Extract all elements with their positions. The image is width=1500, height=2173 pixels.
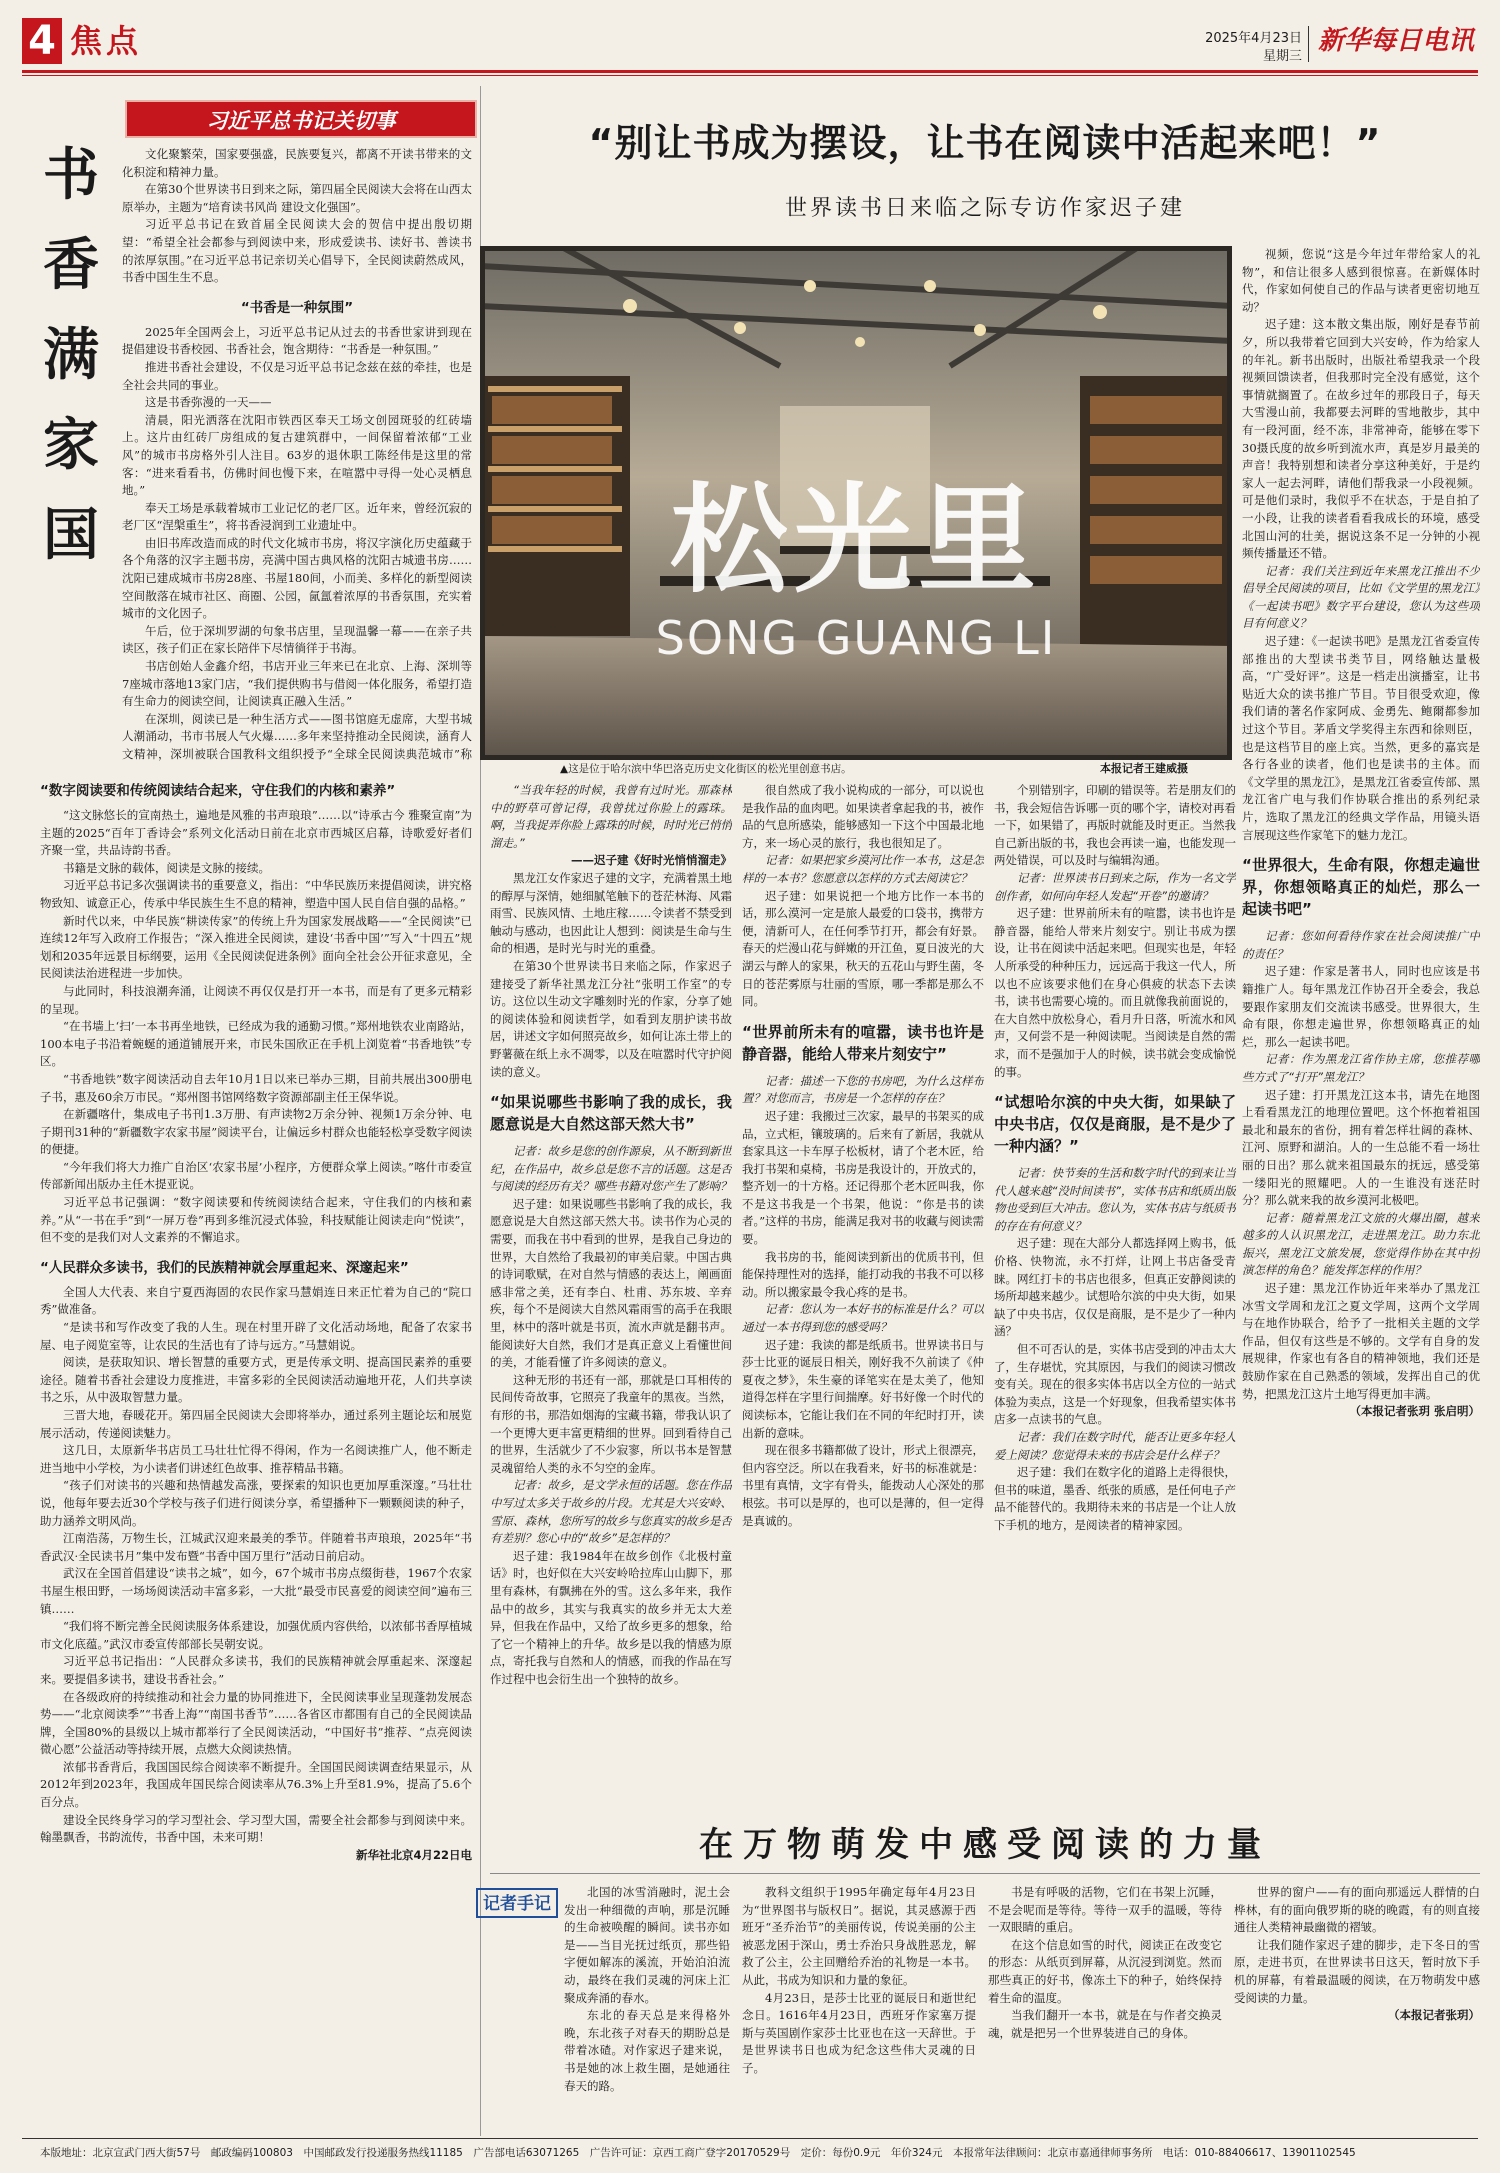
paragraph: “是读书和写作改变了我的人生。现在村里开辟了文化活动场地，配备了农家书屋、电子阅览室等，让农民的生活也有了诗与远方。”马慧娟说。	[40, 1320, 472, 1352]
paragraph: “今年我们将大力推广自治区‘农家书屋’小程序，方便群众掌上阅读。”喀什市委宣传部新闻出版办主任木提亚说。	[40, 1159, 472, 1192]
photo-caption: ▲这是位于哈尔滨中华巴洛克历史文化街区的松光里创意书店。	[560, 763, 852, 775]
paragraph: 奉天工场是承载着城市工业记忆的老厂区。近年来，曾经沉寂的老厂区“涅槃重生”，将书香浸润到工业遗址中。	[122, 500, 472, 533]
interview-answer: 迟子建：我1984年在故乡创作《北极村童话》时，也好似在大兴安岭哈拉库山山脚下，那里有森林，有飘拂在外的雪。这么多年来，我作品中的故乡，其实与我真实的故乡并无太大差异，但我在作品中，又给了故乡更多的想象，给了它一个精神上的升华。故乡是以我的情感为原点，寄托我与自然和人的情感，而我的作品在写作过程中也会衍生出一个独特的故乡。	[490, 1548, 732, 1686]
paragraph: 由旧书库改造而成的时代文化城市书房，将汉字演化历史蕴藏于各个角落的汉字主题书房，亮满中国古典风格的沈阳古城遗书房……沈阳已建成城市书房28座、书屋180间，小而美、多样化的新型阅读空间散落在城市社区、商圈、公园，氤氲着浓厚的书香氛围，充实着城市的文化因子。	[122, 535, 472, 621]
main-headline: “别让书成为摆设，让书在阅读中活起来吧！”	[588, 121, 1382, 165]
interview-answer: 迟子建：我读的都是纸质书。世界读书日与莎士比亚的诞辰日相关，刚好我不久前读了《仲夏夜之梦》，朱生豪的译笔实在是太美了，他知道得怎样在字里行间揣摩。好书好像一个时代的阅读标本，它能让我们在不同的年纪时打开，读出新的意味。	[742, 1337, 984, 1440]
interview-column-2	[742, 782, 984, 1806]
paragraph: 2025年全国两会上，习近平总书记从过去的书香世家讲到现在提倡建设书香校园、书香社会，饱含期待：“书香是一种氛围。”	[122, 324, 472, 357]
intro-paragraph: 习近平总书记在致首届全民阅读大会的贺信中提出殷切期望：“希望全社会都参与到阅读中来，形成爱读书、读好书、善读书的浓厚氛围。”在习近平总书记亲切关心倡导下，全民阅读蔚然成风，书香中国生生不息。	[122, 217, 472, 285]
notes-paragraph: 4月23日，是莎士比亚的诞辰日和逝世纪念日。1616年4月23日，西班牙作家塞万提斯与英国剧作家莎士比亚也在这一天辞世。于是世界读书日也成为纪念这些伟大灵魂的日子。	[742, 1990, 976, 2075]
interview-question: 记者：我们关注到近年来黑龙江推出不少倡导全民阅读的项目，比如《文学里的黑龙江》《一起读书吧》数字平台建设，您认为这些项目有何意义？	[1242, 563, 1480, 631]
photo-credit: 本报记者王建威摄	[1100, 762, 1188, 775]
interview-answer: 迟子建：《一起读书吧》是黑龙江省委宣传部推出的大型读书类节目，网络触达量极高，“广受好评”。这是一档走出演播室，让书贴近大众的读书推广节目。节目很受欢迎，像我们请的著名作家阿成、金勇先、鲍爾都参加过这个节目。茅盾文学奖得主东西和徐则臣，也是这档节目的座上宾。当然，更多的嘉宾是各行各业的读者，他们也是读书的主体。而《文学里的黑龙江》，是黑龙江省委宣传部、黑龙江省广电与我们作协联合推出的系列纪录片，选取了黑龙江的经典文学作品，用镜头语言展现这些作家笔下的魅力龙江。	[1242, 634, 1480, 842]
header-divider	[1308, 26, 1309, 62]
paragraph: 习近平总书记强调：“数字阅读要和传统阅读结合起来，守住我们的内核和素养。”从“一书在手”到“一屏万卷”再到多维沉浸式体验，科技赋能让阅读走向“悦读”，但不变的是我们对人文素养的不懈追求。	[40, 1195, 472, 1245]
notes-paragraph: 当我们翻开一本书，就是在与作者交换灵魂，就是把另一个世界装进自己的身体。	[988, 2008, 1222, 2040]
header-rule	[22, 70, 1478, 73]
main-subheadline: 世界读书日来临之际专访作家迟子建	[784, 196, 1185, 221]
left-article-top	[122, 146, 472, 764]
store-sign-english: SONG GUANG LI	[655, 611, 1057, 665]
paragraph: 三晋大地，春暖花开。第四届全民阅读大会即将举办，通过系列主题论坛和展览展示活动，传递阅读魅力。	[40, 1408, 472, 1440]
reporter-notes-badge: 记者手记	[476, 1888, 558, 1918]
paragraph: 午后，位于深圳罗湖的句象书店里，呈现温馨一幕——在亲子共读区，孩子们正在家长陪伴下尽情徜徉于书海。	[122, 623, 472, 656]
paragraph: 在深圳，阅读已是一种生活方式——图书馆庭无虚席，大型书城人潮涌动，书市书展人气火爆……多年来坚持推动全民阅读，涵育人文精神，深圳被联合国教科文组织授予“全球全民阅读典范城市”称	[122, 711, 472, 761]
title-glyph: 家	[43, 412, 99, 478]
notes-paragraph: 北国的冰雪消融时，泥土会发出一种细微的声响，那是沉睡的生命被唤醒的瞬间。读书亦如是——当目光抚过纸页，那些铅字便如解冻的溪流，开始泊泊流动，最终在我们灵魂的河床上汇聚成奔涌的春水。	[564, 1885, 730, 2005]
interview-answer: 迟子建：作家是著书人，同时也应该是书籍推广人。每年黑龙江作协召开全委会，我总要跟作家朋友们交流读书感受。世界很大，生命有限，你想走遍世界，你想领略真正的灿烂，那么一起读书吧。	[1242, 964, 1480, 1049]
bottom-column-3	[988, 1884, 1222, 2134]
paragraph: 习近平总书记多次强调读书的重要意义，指出：“中华民族历来提倡阅读，讲究格物致知、诚意正心，传承中华民族生生不息的精神，塑造中国人民自信自强的品格。”	[40, 878, 472, 910]
interview-subheading: “如果说哪些书影响了我的成长，我愿意说是大自然这部天然大书”	[490, 1093, 732, 1134]
interview-subheading: “试想哈尔滨的中央大街，如果缺了中央书店，仅仅是商服，是不是少了一种内涵？”	[994, 1093, 1236, 1156]
store-sign-chinese: 松光里	[669, 471, 1043, 609]
source-line: （本报记者张玥 张启明）	[1349, 1404, 1480, 1419]
notes-paragraph: 世界的窗户——有的面向那遥远人群情的白桦林，有的面向俄罗斯的晓的晚霞，有的则直接通往人类精神最幽微的褶皱。	[1234, 1885, 1480, 1935]
paragraph: 个别错别字，印刷的错误等。若是朋友们的书，我会短信告诉哪一页的哪个字，请校对再看一下，如果错了，再版时就能及时更正。当然我自己新出版的书，我也会再读一遍，也能发现一两处错误，可以及时与编辑沟通。	[994, 783, 1236, 868]
paragraph: 很自然成了我小说构成的一部分，可以说也是我作品的血肉吧。如果读者拿起我的书，被作品的气息所感染，能够感知一下这个中国最北地方，来一场心灵的旅行，我也很知足了。	[742, 783, 984, 850]
notes-paragraph: 在这个信息如雪的时代，阅读正在改变它的形态：从纸页到屏幕，从沉浸到浏览。然而那些真正的好书，像冻土下的种子，始终保持着生命的温度。	[988, 1937, 1222, 2005]
weekday-text: 星期三	[1262, 49, 1302, 64]
bottom-column-1	[564, 1884, 730, 2134]
title-glyph: 香	[43, 232, 99, 298]
left-article-title	[40, 130, 102, 580]
title-glyph: 满	[43, 322, 99, 388]
paragraph: “我们将不断完善全民阅读服务体系建设，加强优质内容供给，以浓郁书香厚植城市文化底蕴。”武汉市委宣传部部长吴朝安说。	[40, 1619, 472, 1651]
interview-question: 记者：世界读书日到来之际，作为一名文学创作者，如何向年轻人发起“开卷”的邀请？	[994, 870, 1236, 903]
interview-answer: 迟子建：如果说哪些书影响了我的成长，我愿意说是大自然这部天然大书。读书作为心灵的需要，而我在书中看到的世界，是我自己身边的世界，大自然给了我最初的审美启蒙。中国古典的诗词歌赋，在对自然与情感的表达上，阐画面感非常之美，还有李白、杜甫、苏东坡、辛弃疾，每个不是阅读大自然风霜雨雪的高手在我眼里，林中的落叶就是书页，流水声就是翻书声。能阅读好大自然，我们才是真正意义上看懂世间的美，才能看懂了许多阅读的意义。	[490, 1196, 732, 1370]
paragraph: “孩子们对读书的兴趣和热情越发高涨，要探索的知识也更加厚重深邃。”马壮壮说，他每年要去近30个学校与孩子们进行阅读分享，希望播种下一颗颗阅读的种子，助力涵养文明风尚。	[40, 1478, 472, 1528]
footer-imprint: 本版地址：北京宣武门西大街57号 邮政编码100803 中国邮政发行投递服务热线11185 广告部电话63071265 广告许可证：京西工商广登字20170529号 定价：每份0.9元 年价324元 本报常年法律顾问：北京市嘉通律师事务所 电话：010-88406617、13901102545	[40, 2147, 1356, 2159]
notes-paragraph: 东北的春天总是来得格外晚，东北孩子对春天的期盼总是带着冰碴。对作家迟子建来说，书是她的冰上救生圈，是她通往春天的路。	[564, 2008, 730, 2093]
section-heading-3: “人民群众多读书，我们的民族精神就会厚重起来、深邃起来”	[40, 1259, 409, 1276]
interview-answer: 迟子建：我们在数字化的道路上走得很快，但书的味道，墨香、纸张的质感，是任何电子产品不能替代的。我期待未来的书店是一个让人放下手机的地方，是阅读者的精神家园。	[994, 1465, 1236, 1532]
interview-answer: 我书房的书，能阅读到新出的优质书刊，但能保持理性对的选择，能打动我的书我不可以移动。所以搬家最令我心疼的是书。	[742, 1249, 984, 1299]
interview-answer: 视频，您说“这是今年过年带给家人的礼物”，和信让很多人感到很惊喜。在新媒体时代，作家如何使自己的作品与读者更密切地互动？	[1242, 247, 1480, 314]
interview-answer: 迟子建：现在大部分人都选择网上购书，低价格、快物流，永不打烊，让网上书店备受青睐。网红打卡的书店也很多，但真正安静阅读的场所却越来越少。试想哈尔滨的中央大街，如果缺了中央书店，仅仅是商服，是不是少了一种内涵？	[994, 1236, 1236, 1339]
interview-answer: 迟子建：世界前所未有的喧嚣，读书也许是静音器，能给人带来片刻安宁。别让书成为摆设，让书在阅读中活起来吧。但现实也是，年轻人所承受的种种压力，远远高于我这一代人，所以也不应该要求他们在身心俱疲的状态下去读书，读书也需要心境的。而且就像我前面说的，在大自然中放松身心，看月升日落，听流水和风声，又何尝不是一种阅读呢。当阅读是自然的需求，而不是强加于人的时候，读书就会变成愉悦的事。	[994, 906, 1236, 1079]
footer-rule	[22, 2138, 1478, 2139]
interview-column-1	[490, 782, 732, 1806]
paragraph: 建设全民终身学习的学习型社会、学习型大国，需要全社会都参与到阅读中来。翰墨飘香，书韵流传，书香中国，未来可期！	[40, 1812, 472, 1845]
paragraph: 浓郁书香背后，我国国民综合阅读率不断提升。全国国民阅读调查结果显示，从2012年到2023年，我国成年国民综合阅读率从76.3%上升至81.9%，提高了5.6个百分点。	[40, 1759, 472, 1810]
interview-question: 记者：快节奏的生活和数字时代的到来让当代人越来越“没时间读书”，实体书店和纸质出版物也受到巨大冲击。您认为，实体书店与纸质书的存在有何意义？	[994, 1166, 1236, 1233]
column-banner: 习近平总书记关切事	[125, 100, 477, 138]
dateline: 新华社北京4月22日电	[355, 1847, 472, 1862]
interview-question: 记者：我们在数字时代，能否让更多年轻人爱上阅读？您觉得未来的书店会是什么样子？	[994, 1430, 1236, 1462]
paragraph: “书香地铁”数字阅读活动自去年10月1日以来已举办三期，目前共展出300册电子书，惠及60余万市民。“郑州图书馆网络数字资源部副主任王保华说。	[40, 1071, 472, 1104]
paragraph: 书籍是文脉的载体，阅读是文脉的接续。	[63, 860, 270, 875]
interview-answer: 这种无形的书还有一部，那就是口耳相传的民间传奇故事，它照亮了我童年的黑夜。当然，有形的书，那浩如烟海的宝藏书籍，带我认识了一个更博大更丰富更精细的世界。回到看待自己的世界，生活就少了不少寂寥，所以书本是智慧灵魂留给人类的永不匀空的金库。	[490, 1372, 732, 1475]
paragraph: “在书墙上‘扫’一本书再坐地铁，已经成为我的通勤习惯。”郑州地铁农业南路站，100本电子书沿着蜿蜒的通道铺展开来，市民朱国欣正在手机上浏览着“书香地铁”专区。	[40, 1019, 472, 1069]
paragraph: 清晨，阳光洒落在沈阳市铁西区奉天工场文创园斑驳的红砖墙上。这片由红砖厂房组成的复古建筑群中，一间保留着浓郁“工业风”的城市书房格外引人注目。63岁的退休职工陈经伟是这里的常客：“进来看看书，仿佛时间也慢下来，在喧嚣中寻得一处心灵栖息地。”	[122, 412, 472, 498]
paragraph: 新时代以来，中华民族“耕读传家”的传统上升为国家发展战略——“全民阅读”已连续12年写入政府工作报告；“深入推进全民阅读，建设‘书香中国’”写入“十四五”规划和2035年远景目标纲要，运用《全民阅读促进条例》面向全社会公开征求意见，全民阅读法治进程进一步加快。	[40, 913, 472, 981]
bookstore-photo	[480, 246, 1232, 760]
interview-answer: 迟子建：我搬过三次家，最早的书架买的成品，立式柜，镶玻璃的。后来有了新居，我就从套家具这一卡车厚子松板材，请了个老木匠，给我打书架和桌椅，书房是我设计的，开放式的，整齐划一的十方格。还记得那个老木匠叫我，你不是这书我是一个书架，他说：“你是书的读者。”这样的书房，能满足我对书的收藏与阅读需要。	[742, 1108, 984, 1247]
interview-question: “当我年轻的时候，我曾有过时光。那森林中的野草可曾记得，我曾扰过你脸上的露珠。啊，当我捉弄你脸上露珠的时候，时时光已悄悄溜走。”	[490, 783, 732, 850]
notes-paragraph: 让我们随作家迟子建的脚步，走下冬日的雪原，走进书页，在世界读书日这天，暂时放下手机的屏幕，有着最温暖的阅读，在万物萌发中感受阅读的力量。	[1234, 1937, 1480, 2005]
left-article-bottom	[40, 770, 472, 2132]
intro-paragraph: 文化聚繁荣，国家要强盛，民族要复兴，都离不开读书带来的文化积淀和精神力量。	[122, 147, 472, 179]
newspaper-logo: 新华每日电讯	[1318, 26, 1475, 56]
paragraph: 在新疆喀什，集成电子书刊1.3万册、有声读物2万余分钟、视频1万余分钟、电子期刊31种的“新疆数字农家书屋”阅读平台，让偏远乡村群众也能轻松享受数字阅读的便捷。	[40, 1107, 472, 1157]
interview-answer: 迟子建：打开黑龙江这本书，请先在地图上看看黑龙江的地理位置吧。这个怀抱着祖国最北和最东的省份，拥有着怎样壮阔的森林、江河、原野和湖泊。人的一生总能不看一场壮丽的日出？那么就来祖国最东的抚远，感受第一缕阳光的照耀吧。人的一生谁没有迷茫时分？那么就来我的故乡漠河北极吧。	[1242, 1087, 1480, 1208]
page-number: 4	[22, 18, 62, 64]
title-glyph: 国	[43, 502, 99, 568]
interview-question: 记者：您认为一本好书的标准是什么？可以通过一本书得到您的感受吗？	[742, 1302, 984, 1335]
interview-column-4	[1242, 246, 1480, 1806]
bottom-headline: 在万物萌发中感受阅读的力量	[699, 1825, 1271, 1865]
date-text: 2025年4月23日	[1205, 31, 1302, 46]
interview-subheading: “世界很大，生命有限，你想走遍世界，你想领略真正的灿烂，那么一起读书吧”	[1242, 856, 1480, 919]
bottom-rule	[490, 1873, 1480, 1874]
interview-question: 记者：随着黑龙江文旅的火爆出圈，越来越多的人认识黑龙江，走进黑龙江。助力东北振兴，黑龙江文旅发展，您觉得作协在其中扮演怎样的角色？能发挥怎样的作用？	[1242, 1210, 1480, 1278]
bottom-column-2	[742, 1884, 976, 2134]
paragraph: 武汉在全国首倡建设“读书之城”，如今，67个城市书房点缀街巷，1967个农家书屋生根田野，一场场阅读活动丰富多彩，一大批“最受市民喜爱的阅读空间”遍布三镇……	[40, 1566, 472, 1616]
intro-paragraph: 在第30个世界读书日到来之际，第四届全民阅读大会将在山西太原举办，主题为“培育读书风尚 建设文化强国”。	[122, 182, 472, 214]
paragraph: 推进书香社会建设，不仅是习近平总书记念兹在兹的牵挂，也是全社会共同的事业。	[122, 359, 472, 392]
bottom-column-4	[1234, 1884, 1480, 2134]
interview-question: 记者：故乡是您的创作源泉，从不断到新世纪，在作品中，故乡总是您不言的话题。这是否与阅读的经历有关？哪些书籍对您产生了影响？	[490, 1144, 732, 1194]
paragraph: 与此同时，科技浪潮奔涌，让阅读不再仅仅是打开一本书，而是有了更多元精彩的呈现。	[40, 983, 472, 1016]
notes-paragraph: 教科文组织于1995年确定每年4月23日为“世界图书与版权日”。据说，其灵感源于西班牙“圣乔治节”的美丽传说，传说美丽的公主被恶龙困于深山，勇士乔治只身战胜恶龙，解救了公主，公主回赠给乔治的礼物是一本书。从此，书成为知识和力量的象征。	[742, 1885, 976, 1987]
issue-date	[1170, 30, 1302, 66]
paragraph: 这几日，太原新华书店员工马壮壮忙得不得闲，作为一名阅读推广人，他不断走进当地中小学校，为小读者们讲述红色故事、推荐精品书籍。	[40, 1443, 472, 1475]
paragraph: 在第30个世界读书日来临之际，作家迟子建接受了新华社黑龙江分社“张明工作室”的专访。这位以生动文字雕刻时光的作家，分享了她的阅读体验和阅读哲学，如看到友朋护读书故居，讲述文字如何照亮故乡，如何让冻土带上的野薯薇在纸上永不凋零，以及在喧嚣时代守护阅读的意义。	[490, 958, 732, 1079]
bookstore-interior-image	[480, 246, 1232, 760]
paragraph: 全国人大代表、来自宁夏西海固的农民作家马慧娟连日来正忙着为自己的“院口秀”做准备。	[40, 1284, 472, 1317]
interview-answer: 迟子建：如果说把一个地方比作一本书的话，那么漠河一定是旅人最爱的口袋书，携带方便，清新可人，在任何季节打开，都会有好景。春天的烂漫山花与鲜嫩的开江鱼，夏日波光的大湖云与醉人的家果，秋天的五花山与野生菌，冬日的苍茫雾原与壮丽的雪原，哪一季都是那么不同。	[742, 888, 984, 1009]
title-glyph: 书	[43, 142, 99, 208]
interview-question: 记者：作为黑龙江省作协主席，您推荐哪些方式了“打开”黑龙江？	[1242, 1052, 1480, 1084]
header-rule-thin	[22, 75, 1478, 76]
interview-question: 记者：您如何看待作家在社会阅读推广中的责任？	[1242, 929, 1480, 961]
source-line: ——迟子建《好时光悄悄溜走》	[571, 853, 732, 868]
paragraph: 习近平总书记指出：“人民群众多读书，我们的民族精神就会厚重起来、深邃起来。要提倡多读书，建设书香社会。”	[40, 1654, 472, 1686]
paragraph: “这文脉悠长的宣南热土，遍地是风雅的书声琅琅”……以“诗承古今 雅聚宣南”为主题的2025“百年丁香诗会”系列文化活动日前在北京市西城区启幕，诗歌爱好者们齐聚一堂，共品诗韵书香。	[40, 808, 472, 858]
notes-paragraph: 书是有呼吸的活物，它们在书架上沉睡，不是会呢而是等待。等待一双手的温暖，等待一双眼睛的重启。	[988, 1885, 1222, 1935]
notes-signature: （本报记者张玥）	[1388, 2008, 1480, 2023]
paragraph: 阅读，是获取知识、增长智慧的重要方式，更是传承文明、提高国民素养的重要途径。随着书香社会建设力度推进，丰富多彩的全民阅读活动遍地开花，人们共享读书之乐，从中汲取智慧力量。	[40, 1355, 472, 1405]
interview-question: 记者：描述一下您的书房吧，为什么这样布置？对您而言，书房是一个怎样的存在？	[742, 1073, 984, 1106]
section-name: 焦点	[70, 22, 143, 60]
paragraph: 江南浩荡，万物生长，江城武汉迎来最美的季节。伴随着书声琅琅，2025年“书香武汉·全民读书月”集中发布暨“书香中国万里行”活动日前启动。	[40, 1531, 472, 1563]
interview-answer: 迟子建：黑龙江作协近年来举办了黑龙江冰雪文学周和龙江之夏文学周，这两个文学周与在地作协联合，给予了一批相关主题的文学作品，但仅有这些是不够的。文学有自身的发展规律，作家也有各自的精神领地，我们还是鼓励作家在自己熟悉的领域，发挥出自己的优势，把黑龙江这片土地写得更加丰满。	[1242, 1281, 1480, 1401]
interview-answer: 现在很多书籍都做了设计，形式上很漂亮，但内容空泛。所以在我看来，好书的标准就是：书里有真情，文字有骨头，能拨动人心深处的那根弦。书可以是厚的，也可以是薄的，但一定得是真诚的。	[742, 1443, 984, 1528]
interview-answer: 迟子建：这本散文集出版，刚好是春节前夕，所以我带着它回到大兴安岭，作为给家人的年礼。新书出版时，出版社希望我录一个段视频回馈读者，但我那时完全没有感觉，这个事情就搁置了。在故乡过年的那段日子，每天大雪漫山前，我都要去河畔的雪地散步，其中有一段河面，经不冻，非常神奇，能够在零下30摄氏度的故乡听到流水声，真是岁月最美的声音！我特别想和读者分享这种美好，于是约家人一起去河畔，请他们帮我录一小段视频。可是他们录时，我似乎不在状态，于是自拍了一小段，让我的读者看看我成长的环境，感受北国山河的壮美，据说这条不足一分钟的小视频传播量还不错。	[1242, 317, 1480, 561]
interview-question: 记者：如果把家乡漠河比作一本书，这是怎样的一本书？您愿意以怎样的方式去阅读它？	[742, 853, 984, 885]
paragraph: 在各级政府的持续推动和社会力量的协同推进下，全民阅读事业呈现蓬勃发展态势——“北京阅读季”“书香上海”“南国书香节”……各省区市都围有自己的全民阅读品牌，全国80%的县级以上城市都举行了全民阅读活动，“中国好书”推荐、“点亮阅读微心愿”公益活动等持续开展，点燃大众阅读热情。	[40, 1689, 472, 1757]
paragraph: 黑龙江女作家迟子建的文字，充满着黑土地的醇厚与深情，她细腻笔触下的苍茫林海、风霜雨雪、民族风情、土地庄稼……令读者不禁受到触动与感动，也因此让人想到：阅读是生命与生命的相遇，是时光与时光的重叠。	[490, 870, 732, 956]
interview-subheading: “世界前所未有的喧嚣，读书也许是静音器，能给人带来片刻安宁”	[742, 1022, 984, 1063]
interview-answer: 但不可否认的是，实体书店受到的冲击太大了，生存堪忧，究其原因，与我们的阅读习惯改变有关。现在的很多实体书店以全方位的一站式体验为卖点，这是一个好现象，但我希望实体书店多一点读书的气息。	[994, 1342, 1236, 1427]
section-heading-1: “书香是一种氛围”	[240, 299, 354, 316]
paragraph: 书店创始人金鑫介绍，书店开业三年来已在北京、上海、深圳等7座城市落地13家门店，“我们提供购书与借阅一体化服务，希望打造有生命力的阅读空间，让阅读真正融入生活。”	[122, 659, 472, 709]
section-heading-2: “数字阅读要和传统阅读结合起来，守住我们的内核和素养”	[40, 783, 396, 799]
interview-column-3	[994, 782, 1236, 1806]
interview-question: 记者：故乡，是文学永恒的话题。您在作品中写过太多关于故乡的片段。尤其是大兴安岭、雪原、森林，您所写的故乡与您真实的故乡是否有差别？您心中的“故乡”是怎样的？	[490, 1478, 732, 1546]
paragraph: 这是书香弥漫的一天——	[145, 395, 272, 410]
